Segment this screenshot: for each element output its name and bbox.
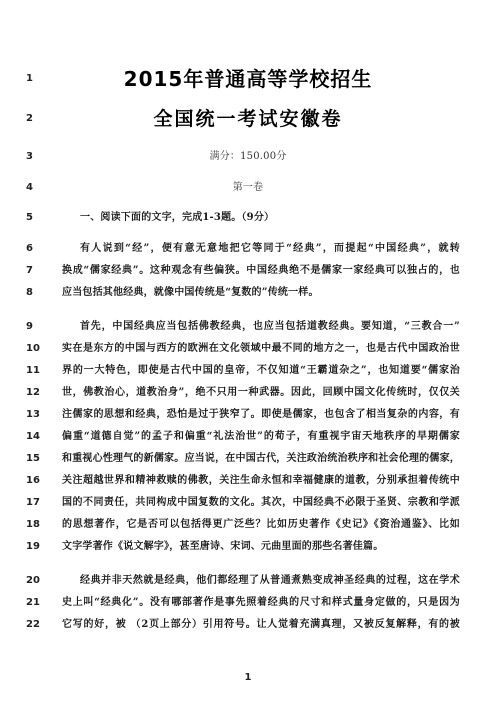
- section-heading: 一、阅读下面的文字，完成1-3题。（9分）: [80, 212, 275, 223]
- line-number: 8: [26, 287, 33, 298]
- page-number: 1: [244, 672, 252, 683]
- line-22: [0, 616, 496, 634]
- line-number: 4: [26, 182, 33, 193]
- line-12: [0, 384, 496, 402]
- paragraph-text: 的思想著作，它是否可以包括得更广泛些？比如历史著作《史记》《资治通鉴》、比如: [62, 519, 460, 530]
- line-number: 19: [26, 541, 40, 552]
- exam-title-line1: 2015年普通高等学校招生: [123, 67, 373, 91]
- line-number: 10: [26, 343, 40, 354]
- line-18: [0, 516, 496, 534]
- paragraph-text: 国的不同责任，共同构成中国复数的文化。其次，中国经典不必限于圣贤、宗教和学派: [62, 497, 460, 508]
- line-19: [0, 538, 496, 556]
- paragraph-text: 注儒家的思想和经典，恐怕是过于狭窄了。即使是儒家，也包含了相当复杂的内容，有: [62, 409, 460, 420]
- line-number: 12: [26, 387, 40, 398]
- line-20: [0, 572, 496, 590]
- paragraph-text: 经典并非天然就是经典，他们都经理了从普通煮熟变成神圣经典的过程，这在学术: [80, 575, 460, 586]
- line-number: 2: [26, 113, 33, 124]
- line-10: [0, 340, 496, 358]
- line-3: [0, 148, 496, 166]
- paragraph-text: 换成“儒家经典”。这种观念有些偏狭。中国经典绝不是儒家一家经典可以独占的，也: [62, 265, 460, 276]
- line-6: [0, 240, 496, 258]
- line-number: 18: [26, 519, 40, 530]
- line-number: 20: [26, 575, 40, 586]
- paragraph-text: 世，佛教治心，道教治身”，绝不只用一种武器。因此，回顾中国文化传统时，仅仅关: [62, 387, 460, 398]
- paragraph-text: 应当包括其他经典，就像中国传统是“复数的”传统一样。: [62, 287, 319, 298]
- paragraph-text: 界的一大特色，即使是古代中国的皇帝，不仅知道“王霸道杂之”，也知道要“儒家治: [62, 365, 460, 376]
- paragraph-text: 史上叫“经典化”。没有哪部著作是事先照着经典的尺寸和样式量身定做的，只是因为: [62, 597, 460, 608]
- line-number: 1: [26, 73, 33, 84]
- line-number: 5: [26, 212, 33, 223]
- line-9: [0, 318, 496, 336]
- line-15: [0, 450, 496, 468]
- line-1: [0, 66, 496, 92]
- line-14: [0, 428, 496, 446]
- line-number: 14: [26, 431, 40, 442]
- line-number: 16: [26, 475, 40, 486]
- line-4: [0, 179, 496, 197]
- paragraph-text: 首先，中国经典应当包括佛教经典，也应当包括道教经典。要知道，“三教合一”: [80, 321, 460, 332]
- line-2: [0, 106, 496, 132]
- line-16: [0, 472, 496, 490]
- line-21: [0, 594, 496, 612]
- paragraph-text: 偏重“道德自觉”的孟子和偏重“礼法治世”的荀子，有重视宇宙天地秩序的早期儒家: [62, 431, 460, 442]
- line-number: 3: [26, 151, 33, 162]
- exam-title-line2: 全国统一考试安徽卷: [153, 108, 343, 130]
- paragraph-text: 关注超越世界和精神救赎的佛教，关注生命永恒和幸福健康的道教，分别承担着传统中: [62, 475, 460, 486]
- line-number: 17: [26, 497, 40, 508]
- full-score: 满分：150.00分: [209, 151, 287, 162]
- paragraph-text: 文字学著作《说文解字》，甚至唐诗、宋词、元曲里面的那些名著佳篇。: [62, 541, 384, 552]
- line-number: 15: [26, 453, 40, 464]
- line-11: [0, 362, 496, 380]
- line-number: 7: [26, 265, 33, 276]
- line-number: 6: [26, 243, 33, 254]
- line-8: [0, 284, 496, 302]
- line-number: 13: [26, 409, 40, 420]
- line-number: 22: [26, 619, 40, 630]
- line-5: [0, 209, 496, 227]
- paragraph-text: 和重视心性理气的新儒家。应当说，在中国古代，关注政治统治秩序和社会伦理的儒家，: [62, 453, 460, 464]
- paragraph-text: 有人说到“经”，便有意无意地把它等同于“经典”，而提起“中国经典”，就转: [80, 243, 460, 254]
- volume-heading: 第一卷: [232, 182, 264, 193]
- paragraph-text: 它写的好，被 （2页上部分）引用符号。让人觉着充满真理，又被反复解释，有的被: [62, 619, 460, 630]
- paragraph-text: 实在是东方的中国与西方的欧洲在文化领域中最不同的地方之一，也是古代中国政治世: [62, 343, 460, 354]
- line-number: 9: [26, 321, 33, 332]
- line-7: [0, 262, 496, 280]
- line-17: [0, 494, 496, 512]
- line-number: 21: [26, 597, 40, 608]
- line-number: 11: [26, 365, 40, 376]
- line-13: [0, 406, 496, 424]
